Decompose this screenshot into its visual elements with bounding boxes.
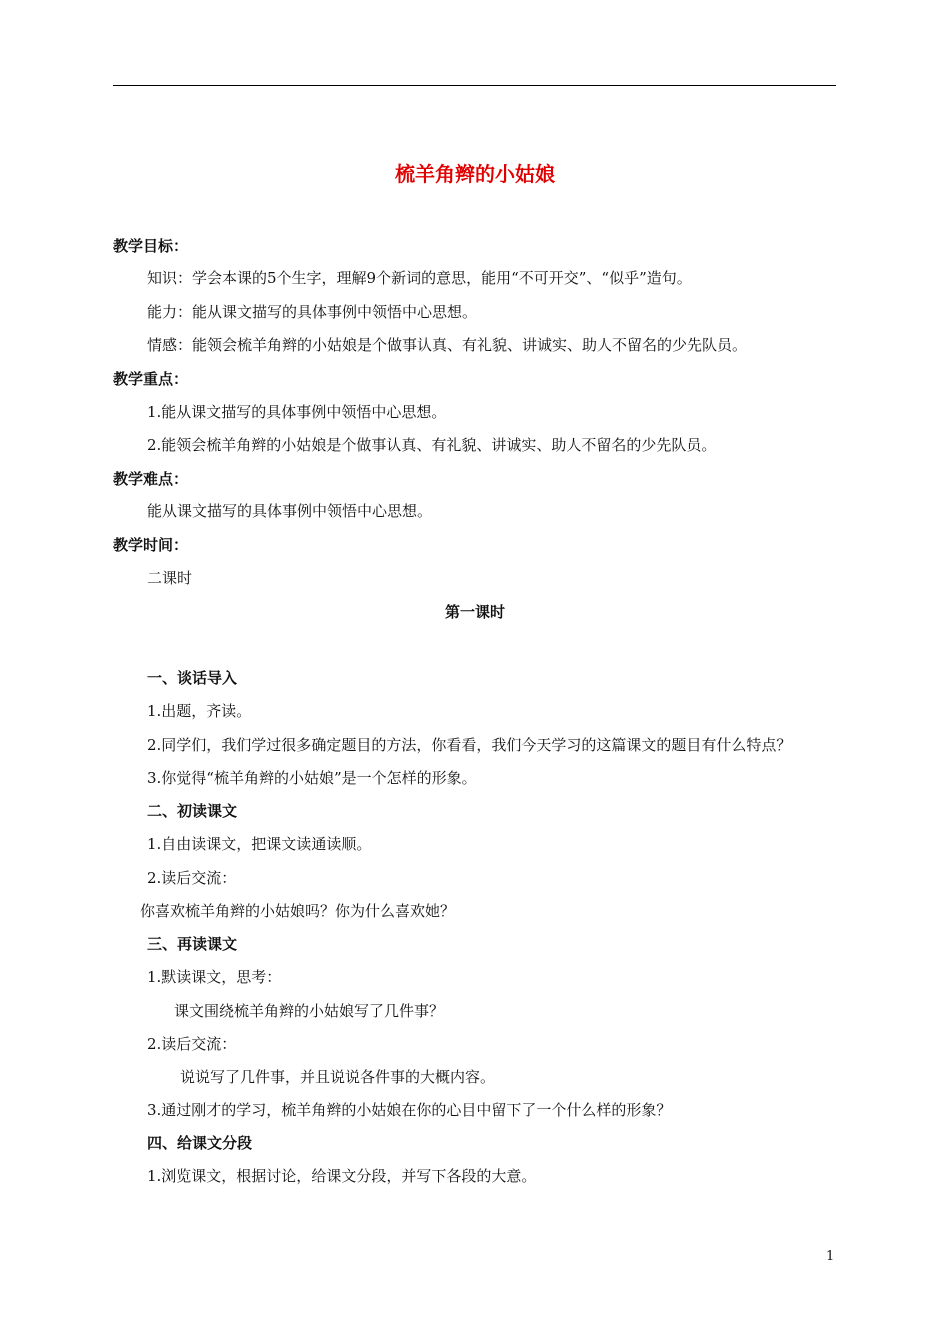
difficulties-heading: 教学难点：: [113, 470, 189, 488]
section-line: 1.默读课文，思考：: [147, 968, 282, 986]
key-point-item: 2.能领会梳羊角辫的小姑娘是个做事认真、有礼貌、讲诚实、助人不留名的少先队员。: [147, 436, 717, 454]
section-line: 课文围绕梳羊角辫的小姑娘写了几件事？: [174, 1002, 445, 1020]
time-heading: 教学时间：: [113, 536, 189, 554]
key-points-heading: 教学重点：: [113, 370, 189, 388]
difficulties-text: 能从课文描写的具体事例中领悟中心思想。: [147, 502, 433, 520]
section-heading: 一、谈话导入: [147, 669, 238, 687]
section-line: 3.通过刚才的学习，梳羊角辫的小姑娘在你的心目中留下了一个什么样的形象？: [147, 1101, 672, 1119]
section-line: 1.自由读课文，把课文读通读顺。: [147, 835, 372, 853]
section-line: 说说写了几件事，并且说说各件事的大概内容。: [180, 1068, 496, 1086]
objective-knowledge: 知识：学会本课的5个生字，理解9个新词的意思，能用“不可开交”、“似乎”造句。: [147, 269, 692, 287]
lesson-heading: 第一课时: [444, 603, 505, 621]
time-text: 二课时: [147, 569, 193, 587]
section-line: 2.读后交流：: [147, 869, 237, 887]
objective-ability: 能力：能从课文描写的具体事例中领悟中心思想。: [147, 303, 478, 321]
section-heading: 二、初读课文: [147, 802, 238, 820]
header-rule: [113, 85, 836, 86]
document-title: 梳羊角辫的小姑娘: [395, 162, 555, 186]
key-point-item: 1.能从课文描写的具体事例中领悟中心思想。: [147, 403, 447, 421]
section-line: 3.你觉得“梳羊角辫的小姑娘”是一个怎样的形象。: [147, 769, 477, 787]
page-number: 1: [826, 1249, 835, 1264]
section-line: 2.同学们，我们学过很多确定题目的方法，你看看，我们今天学习的这篇课文的题目有什么特点？: [147, 736, 792, 754]
section-line: 1.出题，齐读。: [147, 702, 252, 720]
objectives-heading: 教学目标：: [113, 237, 189, 255]
section-line: 1.浏览课文，根据讨论，给课文分段，并写下各段的大意。: [147, 1167, 537, 1185]
section-heading: 四、给课文分段: [147, 1134, 253, 1152]
objective-emotion: 情感：能领会梳羊角辫的小姑娘是个做事认真、有礼貌、讲诚实、助人不留名的少先队员。: [147, 336, 748, 354]
section-line: 2.读后交流：: [147, 1035, 237, 1053]
section-heading: 三、再读课文: [147, 935, 238, 953]
section-line: 你喜欢梳羊角辫的小姑娘吗？你为什么喜欢她？: [140, 902, 456, 920]
